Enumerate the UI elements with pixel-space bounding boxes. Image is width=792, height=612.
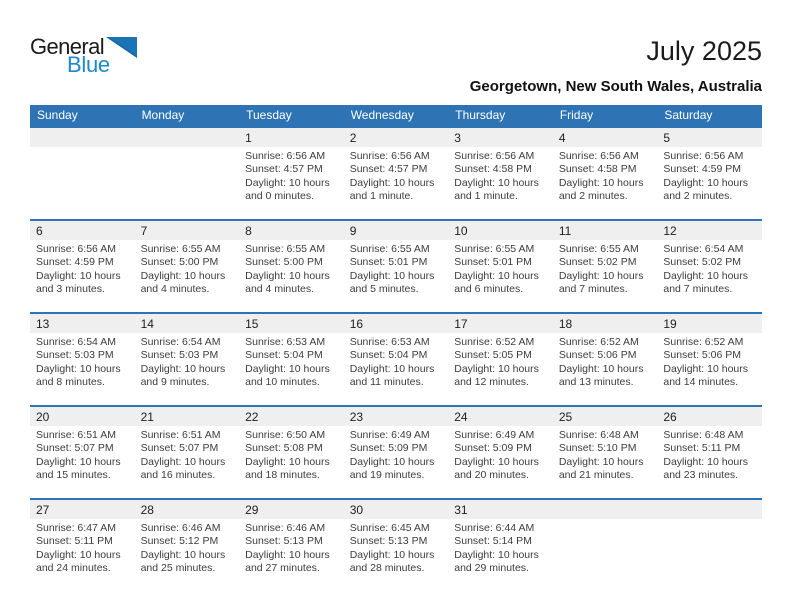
day-details — [553, 426, 658, 483]
day-cell-10 — [448, 220, 553, 313]
day-cell-26 — [657, 406, 762, 499]
sunrise-text: Sunrise: 6:55 AM — [349, 243, 430, 255]
day-cell-14 — [135, 313, 240, 406]
day-number — [657, 500, 762, 519]
day-cell-11 — [553, 220, 658, 313]
sunset-text: Sunset: 4:57 PM — [349, 163, 428, 176]
day-cell-31 — [448, 499, 553, 591]
day-number: 8 — [239, 221, 344, 240]
logo-word-general: General — [30, 34, 105, 59]
sunrise-text: Sunrise: 6:55 AM — [454, 243, 535, 255]
sunset-text: Sunset: 5:07 PM — [36, 442, 114, 455]
daylight-text: Daylight: 10 hours and 1 minute. — [349, 176, 435, 203]
day-cell-27 — [30, 499, 135, 591]
day-details — [239, 333, 344, 390]
sunrise-text: Sunrise: 6:52 AM — [454, 336, 535, 348]
sunrise-text: Sunrise: 6:56 AM — [36, 243, 116, 255]
week-row — [30, 313, 762, 406]
day-details — [344, 519, 449, 576]
sunset-text: Sunset: 5:03 PM — [36, 349, 114, 362]
weekday-header-saturday: Saturday — [657, 105, 762, 127]
day-details — [239, 519, 344, 576]
sunset-text: Sunset: 4:58 PM — [454, 163, 532, 176]
day-number: 18 — [553, 314, 658, 333]
weekday-header-friday: Friday — [553, 105, 658, 127]
sunrise-text: Sunrise: 6:55 AM — [558, 243, 639, 255]
weekday-header-wednesday: Wednesday — [344, 105, 449, 127]
sunrise-text: Sunrise: 6:54 AM — [140, 336, 221, 348]
sunrise-text: Sunrise: 6:52 AM — [558, 336, 639, 348]
daylight-text: Daylight: 10 hours and 20 minutes. — [454, 455, 539, 482]
sunrise-text: Sunrise: 6:54 AM — [36, 336, 116, 348]
day-number: 17 — [448, 314, 553, 333]
day-details — [344, 333, 449, 390]
day-cell-2 — [344, 127, 449, 220]
daylight-text: Daylight: 10 hours and 2 minutes. — [558, 176, 644, 203]
weekday-header-thursday: Thursday — [448, 105, 553, 127]
day-number: 22 — [239, 407, 344, 426]
day-cell-empty — [657, 499, 762, 591]
sunset-text: Sunset: 5:02 PM — [558, 256, 637, 269]
day-number: 9 — [344, 221, 449, 240]
sunset-text: Sunset: 5:12 PM — [140, 535, 219, 548]
sunset-text: Sunset: 4:57 PM — [245, 163, 323, 176]
sunrise-text: Sunrise: 6:46 AM — [245, 522, 326, 534]
logo-word-blue: Blue — [67, 52, 110, 77]
day-details — [657, 147, 762, 204]
sunset-text: Sunset: 5:13 PM — [245, 535, 323, 548]
day-number: 29 — [239, 500, 344, 519]
sunset-text: Sunset: 5:07 PM — [140, 442, 219, 455]
day-details — [30, 333, 135, 390]
day-number: 14 — [135, 314, 240, 333]
sunrise-text: Sunrise: 6:54 AM — [663, 243, 744, 255]
day-number: 24 — [448, 407, 553, 426]
week-row — [30, 127, 762, 220]
daylight-text: Daylight: 10 hours and 25 minutes. — [140, 548, 226, 575]
sunrise-text: Sunrise: 6:56 AM — [454, 150, 535, 162]
day-details — [657, 426, 762, 483]
sunset-text: Sunset: 5:01 PM — [454, 256, 532, 269]
day-number: 23 — [344, 407, 449, 426]
day-number: 12 — [657, 221, 762, 240]
day-cell-empty — [553, 499, 658, 591]
day-cell-24 — [448, 406, 553, 499]
day-cell-19 — [657, 313, 762, 406]
week-row — [30, 499, 762, 591]
day-cell-1 — [239, 127, 344, 220]
daylight-text: Daylight: 10 hours and 14 minutes. — [663, 362, 749, 389]
sunrise-text: Sunrise: 6:50 AM — [245, 429, 326, 441]
weekday-header-sunday: Sunday — [30, 105, 135, 127]
day-cell-29 — [239, 499, 344, 591]
sunset-text: Sunset: 4:59 PM — [663, 163, 742, 176]
day-details — [135, 333, 240, 390]
day-number: 10 — [448, 221, 553, 240]
daylight-text: Daylight: 10 hours and 1 minute. — [454, 176, 539, 203]
sunset-text: Sunset: 5:01 PM — [349, 256, 428, 269]
sunset-text: Sunset: 5:06 PM — [558, 349, 637, 362]
day-cell-20 — [30, 406, 135, 499]
daylight-text: Daylight: 10 hours and 2 minutes. — [663, 176, 749, 203]
day-details — [657, 240, 762, 297]
daylight-text: Daylight: 10 hours and 3 minutes. — [36, 269, 121, 296]
weekday-header-row — [30, 105, 762, 127]
day-cell-21 — [135, 406, 240, 499]
sunset-text: Sunset: 5:13 PM — [349, 535, 428, 548]
day-details — [448, 333, 553, 390]
sunset-text: Sunset: 4:58 PM — [558, 163, 637, 176]
page-title: July 2025 — [646, 36, 762, 66]
daylight-text: Daylight: 10 hours and 16 minutes. — [140, 455, 226, 482]
daylight-text: Daylight: 10 hours and 23 minutes. — [663, 455, 749, 482]
day-details — [657, 333, 762, 390]
day-details — [553, 147, 658, 204]
day-cell-30 — [344, 499, 449, 591]
sunrise-text: Sunrise: 6:45 AM — [349, 522, 430, 534]
day-number: 21 — [135, 407, 240, 426]
day-cell-3 — [448, 127, 553, 220]
daylight-text: Daylight: 10 hours and 27 minutes. — [245, 548, 330, 575]
daylight-text: Daylight: 10 hours and 10 minutes. — [245, 362, 330, 389]
sunset-text: Sunset: 5:14 PM — [454, 535, 532, 548]
day-number: 31 — [448, 500, 553, 519]
day-cell-6 — [30, 220, 135, 313]
sunrise-text: Sunrise: 6:51 AM — [36, 429, 116, 441]
sunrise-text: Sunrise: 6:51 AM — [140, 429, 221, 441]
sunrise-text: Sunrise: 6:56 AM — [349, 150, 430, 162]
daylight-text: Daylight: 10 hours and 7 minutes. — [558, 269, 644, 296]
daylight-text: Daylight: 10 hours and 4 minutes. — [140, 269, 226, 296]
day-number: 3 — [448, 128, 553, 147]
day-cell-empty — [135, 127, 240, 220]
day-number: 27 — [30, 500, 135, 519]
day-details — [344, 147, 449, 204]
day-details — [553, 240, 658, 297]
daylight-text: Daylight: 10 hours and 29 minutes. — [454, 548, 539, 575]
day-number: 15 — [239, 314, 344, 333]
sunrise-text: Sunrise: 6:47 AM — [36, 522, 116, 534]
day-number: 4 — [553, 128, 658, 147]
day-number: 13 — [30, 314, 135, 333]
day-number: 11 — [553, 221, 658, 240]
sunset-text: Sunset: 5:00 PM — [245, 256, 323, 269]
daylight-text: Daylight: 10 hours and 13 minutes. — [558, 362, 644, 389]
page-subtitle: Georgetown, New South Wales, Australia — [469, 78, 762, 95]
day-cell-16 — [344, 313, 449, 406]
sunset-text: Sunset: 5:09 PM — [349, 442, 428, 455]
daylight-text: Daylight: 10 hours and 21 minutes. — [558, 455, 644, 482]
daylight-text: Daylight: 10 hours and 4 minutes. — [245, 269, 330, 296]
day-details — [448, 147, 553, 204]
sunrise-text: Sunrise: 6:55 AM — [245, 243, 326, 255]
sunset-text: Sunset: 5:08 PM — [245, 442, 323, 455]
day-cell-4 — [553, 127, 658, 220]
day-details — [239, 426, 344, 483]
day-details — [344, 426, 449, 483]
daylight-text: Daylight: 10 hours and 9 minutes. — [140, 362, 226, 389]
sunset-text: Sunset: 5:10 PM — [558, 442, 637, 455]
day-details — [448, 519, 553, 576]
day-details — [30, 519, 135, 576]
sunset-text: Sunset: 5:06 PM — [663, 349, 742, 362]
sunrise-text: Sunrise: 6:52 AM — [663, 336, 744, 348]
day-cell-23 — [344, 406, 449, 499]
day-number — [30, 128, 135, 147]
daylight-text: Daylight: 10 hours and 15 minutes. — [36, 455, 121, 482]
day-cell-15 — [239, 313, 344, 406]
day-number: 2 — [344, 128, 449, 147]
general-blue-logo — [30, 36, 160, 75]
daylight-text: Daylight: 10 hours and 11 minutes. — [349, 362, 435, 389]
sunset-text: Sunset: 4:59 PM — [36, 256, 114, 269]
day-cell-empty — [30, 127, 135, 220]
day-cell-9 — [344, 220, 449, 313]
day-details — [30, 240, 135, 297]
day-details — [30, 426, 135, 483]
day-details — [135, 426, 240, 483]
day-details — [344, 240, 449, 297]
sunrise-text: Sunrise: 6:56 AM — [663, 150, 744, 162]
day-number: 5 — [657, 128, 762, 147]
sunset-text: Sunset: 5:03 PM — [140, 349, 219, 362]
day-details — [135, 240, 240, 297]
daylight-text: Daylight: 10 hours and 28 minutes. — [349, 548, 435, 575]
day-details — [553, 333, 658, 390]
sunset-text: Sunset: 5:05 PM — [454, 349, 532, 362]
day-cell-12 — [657, 220, 762, 313]
daylight-text: Daylight: 10 hours and 0 minutes. — [245, 176, 330, 203]
day-number: 30 — [344, 500, 449, 519]
week-row — [30, 220, 762, 313]
day-number: 28 — [135, 500, 240, 519]
daylight-text: Daylight: 10 hours and 12 minutes. — [454, 362, 539, 389]
day-number — [553, 500, 658, 519]
sunrise-text: Sunrise: 6:44 AM — [454, 522, 535, 534]
day-cell-13 — [30, 313, 135, 406]
daylight-text: Daylight: 10 hours and 24 minutes. — [36, 548, 121, 575]
day-cell-17 — [448, 313, 553, 406]
sunset-text: Sunset: 5:04 PM — [349, 349, 428, 362]
day-cell-28 — [135, 499, 240, 591]
daylight-text: Daylight: 10 hours and 5 minutes. — [349, 269, 435, 296]
sunset-text: Sunset: 5:04 PM — [245, 349, 323, 362]
sunrise-text: Sunrise: 6:48 AM — [558, 429, 639, 441]
day-cell-5 — [657, 127, 762, 220]
sunrise-text: Sunrise: 6:53 AM — [349, 336, 430, 348]
sunrise-text: Sunrise: 6:48 AM — [663, 429, 744, 441]
daylight-text: Daylight: 10 hours and 6 minutes. — [454, 269, 539, 296]
day-details — [135, 519, 240, 576]
sunset-text: Sunset: 5:11 PM — [36, 535, 113, 548]
day-number: 16 — [344, 314, 449, 333]
sunset-text: Sunset: 5:02 PM — [663, 256, 742, 269]
day-number: 7 — [135, 221, 240, 240]
day-number: 25 — [553, 407, 658, 426]
day-cell-25 — [553, 406, 658, 499]
day-details — [448, 426, 553, 483]
day-cell-22 — [239, 406, 344, 499]
weekday-header-tuesday: Tuesday — [239, 105, 344, 127]
sunrise-text: Sunrise: 6:56 AM — [558, 150, 639, 162]
day-cell-7 — [135, 220, 240, 313]
sunset-text: Sunset: 5:09 PM — [454, 442, 532, 455]
day-details — [239, 147, 344, 204]
calendar-body — [30, 127, 762, 591]
weekday-header-monday: Monday — [135, 105, 240, 127]
day-number: 20 — [30, 407, 135, 426]
sunrise-text: Sunrise: 6:56 AM — [245, 150, 326, 162]
day-cell-18 — [553, 313, 658, 406]
sunset-text: Sunset: 5:11 PM — [663, 442, 741, 455]
daylight-text: Daylight: 10 hours and 8 minutes. — [36, 362, 121, 389]
day-number — [135, 128, 240, 147]
sunrise-text: Sunrise: 6:49 AM — [454, 429, 535, 441]
daylight-text: Daylight: 10 hours and 18 minutes. — [245, 455, 330, 482]
day-number: 6 — [30, 221, 135, 240]
sunrise-text: Sunrise: 6:46 AM — [140, 522, 221, 534]
day-cell-8 — [239, 220, 344, 313]
day-details — [239, 240, 344, 297]
daylight-text: Daylight: 10 hours and 19 minutes. — [349, 455, 435, 482]
sunrise-text: Sunrise: 6:53 AM — [245, 336, 326, 348]
day-number: 1 — [239, 128, 344, 147]
week-row — [30, 406, 762, 499]
day-number: 19 — [657, 314, 762, 333]
sunset-text: Sunset: 5:00 PM — [140, 256, 219, 269]
day-number: 26 — [657, 407, 762, 426]
daylight-text: Daylight: 10 hours and 7 minutes. — [663, 269, 749, 296]
logo-triangle-icon — [106, 36, 137, 58]
sunrise-text: Sunrise: 6:55 AM — [140, 243, 221, 255]
day-details — [448, 240, 553, 297]
calendar-table — [30, 105, 762, 591]
sunrise-text: Sunrise: 6:49 AM — [349, 429, 430, 441]
